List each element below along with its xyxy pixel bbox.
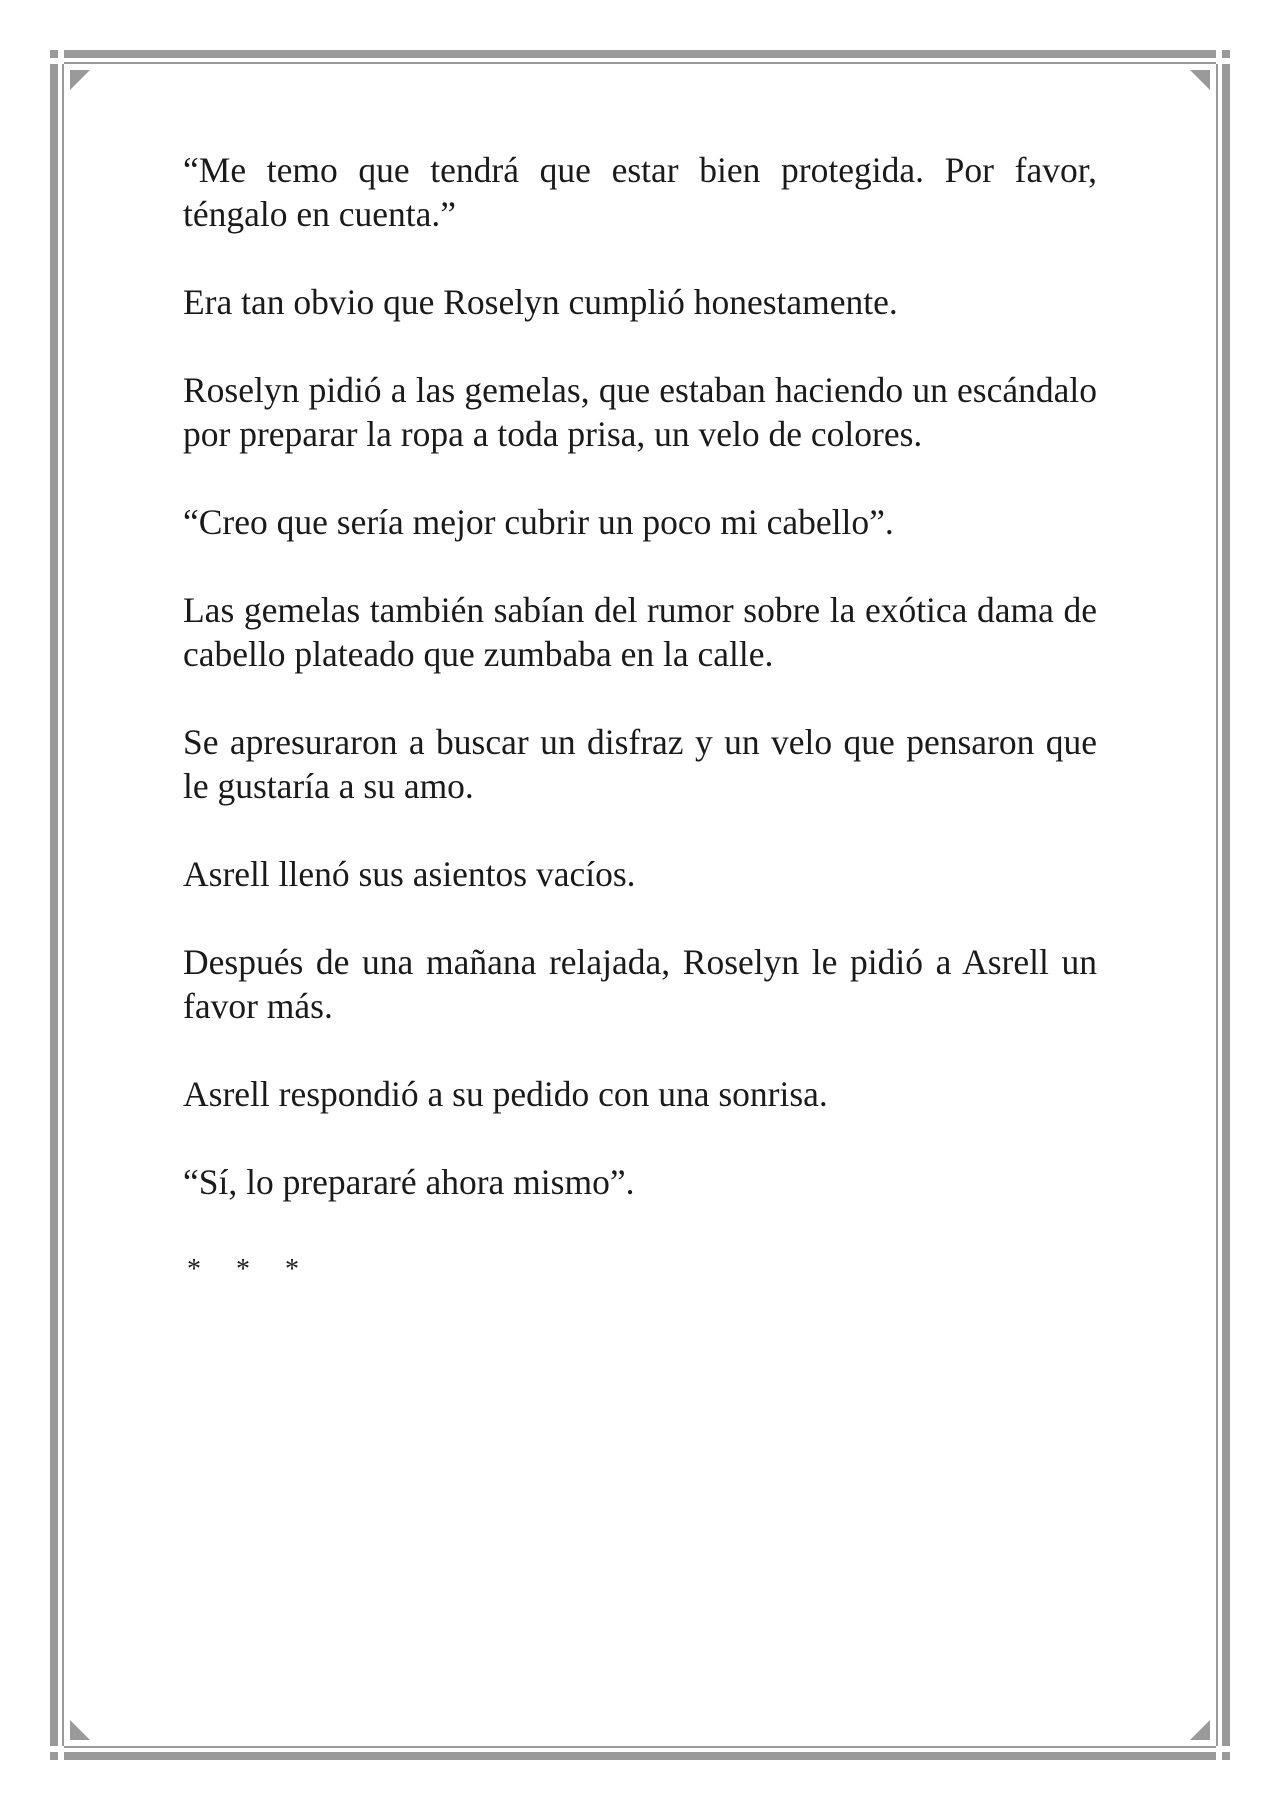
paragraph-3: Roselyn pidió a las gemelas, que estaban haciendo un escándalo por preparar la ropa a toda prisa, un velo de colores. [183, 370, 1097, 454]
border-bottom-bar [64, 1752, 1216, 1760]
paragraph-9: Asrell respondió a su pedido con una sonrisa. [183, 1074, 828, 1114]
paragraph-5: Las gemelas también sabían del rumor sobre la exótica dama de cabello plateado que zumbaba en la calle. [183, 590, 1097, 674]
paragraph-2: Era tan obvio que Roselyn cumplió honestamente. [183, 282, 898, 322]
border-top-bar [64, 50, 1216, 58]
paragraph-7: Asrell llenó sus asientos vacíos. [183, 854, 636, 894]
corner-triangle-tr [1190, 70, 1210, 90]
corner-triangle-bl [70, 1720, 90, 1740]
paragraph-8: Después de una mañana relajada, Roselyn le pidió a Asrell un favor más. [183, 942, 1097, 1026]
corner-square-tr [1222, 50, 1230, 58]
border-left-inner-line [62, 64, 64, 1746]
corner-triangle-br [1190, 1720, 1210, 1740]
paragraph-10: “Sí, lo prepararé ahora mismo”. [183, 1162, 635, 1202]
document-body [183, 148, 1097, 1292]
scene-break: * * * [187, 1254, 313, 1285]
border-right-inner-line [1216, 64, 1218, 1746]
paragraph-1: “Me temo que tendrá que estar bien protegida. Por favor, téngalo en cuenta.” [183, 150, 1097, 234]
corner-triangle-tl [70, 70, 90, 90]
border-top-inner-line [64, 62, 1216, 64]
corner-square-br [1222, 1752, 1230, 1760]
border-bottom-inner-line [64, 1746, 1216, 1748]
border-right-bar [1222, 64, 1230, 1746]
paragraph-6: Se apresuraron a buscar un disfraz y un velo que pensaron que le gustaría a su amo. [183, 722, 1097, 806]
border-left-bar [50, 64, 58, 1746]
corner-square-bl [50, 1752, 58, 1760]
corner-square-tl [50, 50, 58, 58]
paragraph-4: “Creo que sería mejor cubrir un poco mi cabello”. [183, 502, 894, 542]
